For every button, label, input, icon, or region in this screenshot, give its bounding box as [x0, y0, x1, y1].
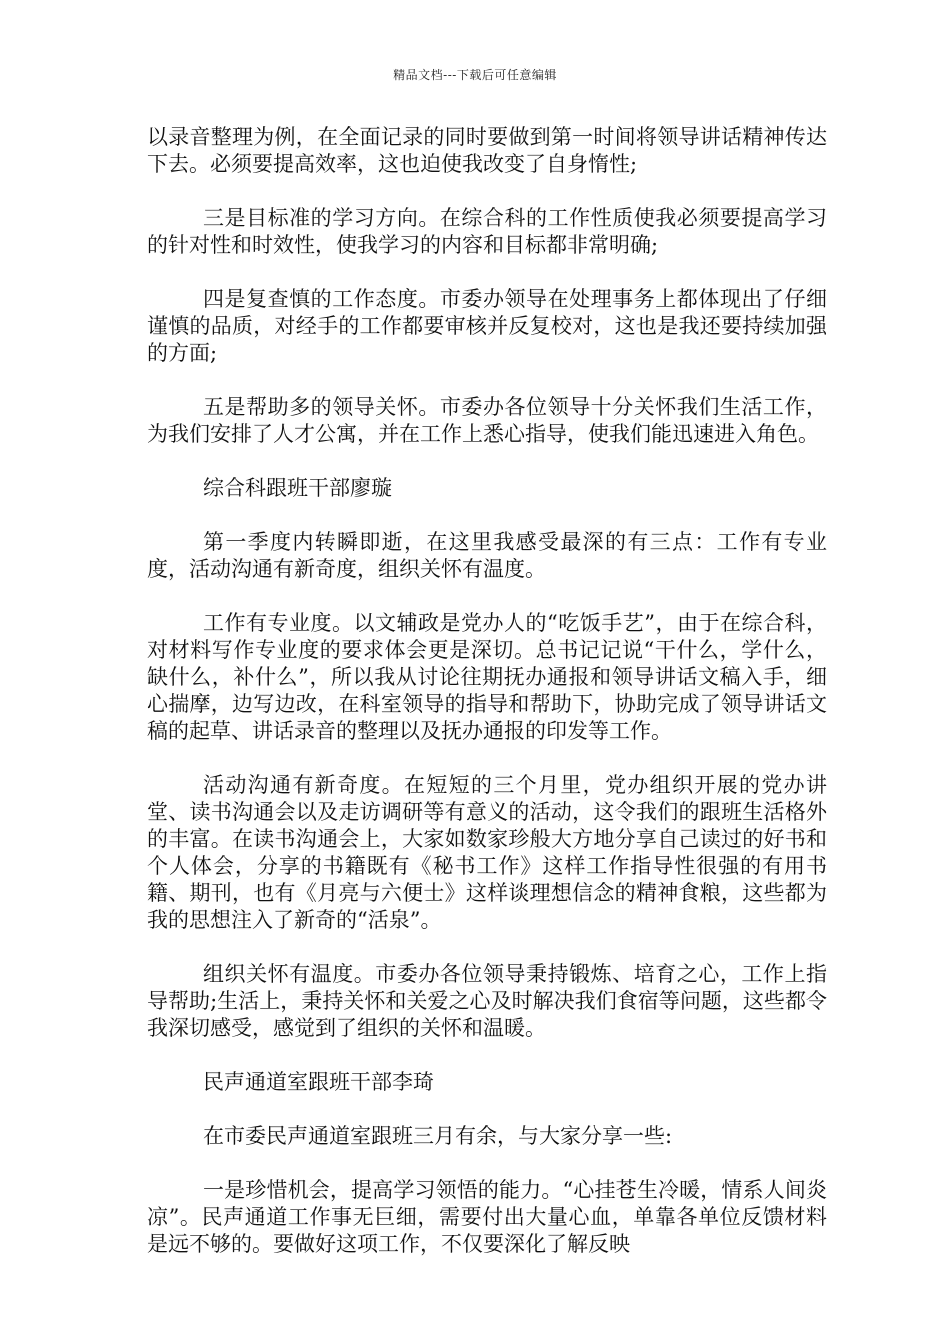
paragraph: 在市委民声通道室跟班三月有余，与大家分享一些:: [203, 1124, 673, 1148]
paragraph: 第一季度内转瞬即逝，在这里我感受最深的有三点：工作有专业度，活动沟通有新奇度，组织关怀有温度。: [147, 530, 827, 581]
paragraph: 三是目标准的学习方向。在综合科的工作性质使我必须要提高学习的针对性和时效性，使我学习的内容和目标都非常明确;: [147, 206, 827, 257]
page-header: 精品文档---下载后可任意编辑: [393, 68, 557, 82]
paragraph: 以录音整理为例，在全面记录的同时要做到第一时间将领导讲话精神传达下去。必须要提高效率，这也迫使我改变了自身惰性;: [147, 125, 827, 176]
paragraph: 活动沟通有新奇度。在短短的三个月里，党办组织开展的党办讲堂、读书沟通会以及走访调研等有意义的活动，这令我们的跟班生活格外的丰富。在读书沟通会上，大家如数家珍般大方地分享自己读过的好书和个人体会，分享的书籍既有《秘书工作》这样工作指导性很强的有用书籍、期刊，也有《月亮与六便士》这样谈理想信念的精神食粮，这些都为我的思想注入了新奇的“活泉”。: [147, 773, 827, 932]
document-body: [147, 124, 827, 1285]
section-heading: 民声通道室跟班干部李琦: [203, 1070, 434, 1094]
paragraph: 五是帮助多的领导关怀。市委办各位领导十分关怀我们生活工作，为我们安排了人才公寓，并在工作上悉心指导，使我们能迅速进入角色。: [147, 395, 827, 446]
paragraph: 四是复查慎的工作态度。市委办领导在处理事务上都体现出了仔细谨慎的品质，对经手的工作都要审核并反复校对，这也是我还要持续加强的方面;: [147, 287, 827, 365]
paragraph: 组织关怀有温度。市委办各位领导秉持锻炼、培育之心，工作上指导帮助;生活上，秉持关怀和关爱之心及时解决我们食宿等问题，这些都令我深切感受，感觉到了组织的关怀和温暖。: [147, 962, 827, 1040]
paragraph: 一是珍惜机会，提高学习领悟的能力。“心挂苍生冷暖，情系人间炎凉”。民声通道工作事无巨细，需要付出大量心血，单靠各单位反馈材料是远不够的。要做好这项工作，不仅要深化了解反映: [147, 1178, 827, 1256]
section-heading: 综合科跟班干部廖璇: [203, 476, 392, 500]
paragraph: 工作有专业度。以文辅政是党办人的“吃饭手艺”，由于在综合科，对材料写作专业度的要求体会更是深切。总书记记说“干什么，学什么，缺什么，补什么”，所以我从讨论往期抚办通报和领导讲话文稿入手，细心揣摩，边写边改，在科室领导的指导和帮助下，协助完成了领导讲话文稿的起草、讲话录音的整理以及抚办通报的印发等工作。: [147, 611, 827, 743]
